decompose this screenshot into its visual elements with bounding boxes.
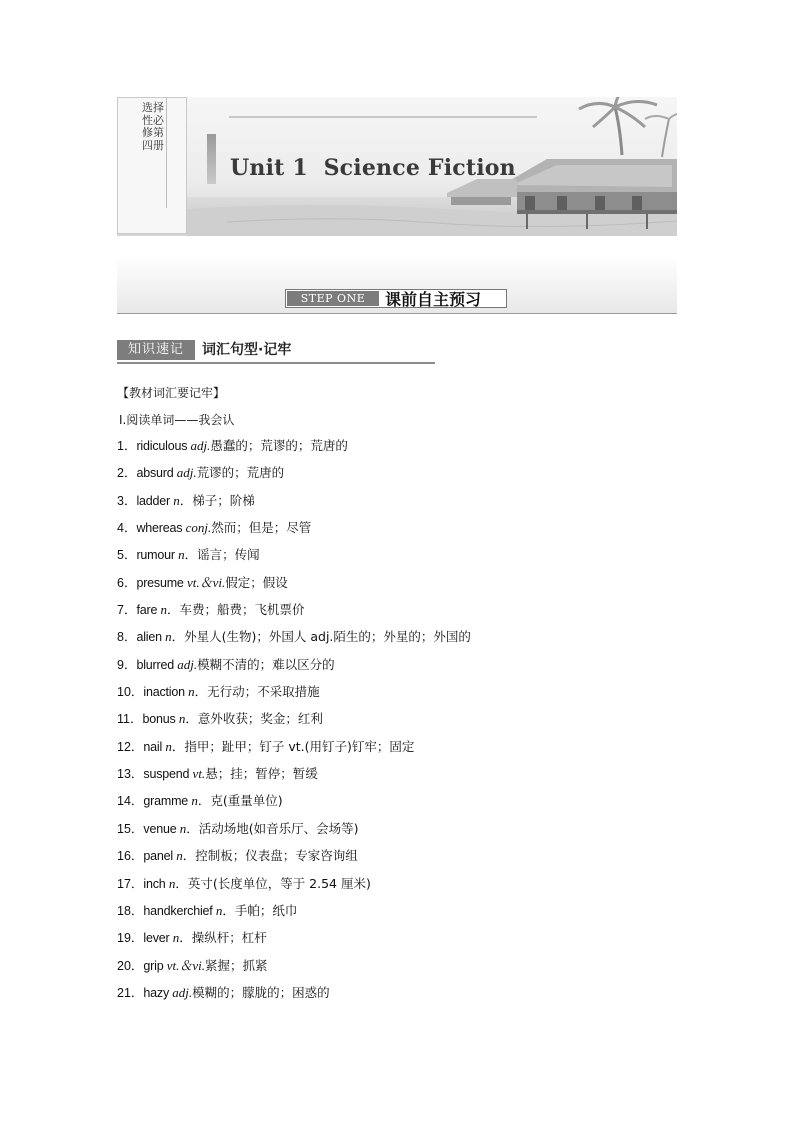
vocab-item <box>117 708 471 735</box>
vocab-list <box>117 435 471 1009</box>
vocab-item <box>117 900 471 927</box>
vocab-definition: ．谣言；传闻 <box>184 547 260 563</box>
part-of-speech: adj. <box>177 656 198 672</box>
part-of-speech: n <box>178 547 185 563</box>
part-of-speech: vt.＆vi. <box>166 957 205 973</box>
title-accent-bar <box>207 134 216 184</box>
unit-banner <box>117 97 677 236</box>
tab-divider <box>166 98 167 208</box>
reading-words-heading: Ⅰ.阅读单词——我会认 <box>119 413 235 427</box>
vocab-item <box>117 818 471 845</box>
part-of-speech: n <box>215 902 223 918</box>
part-of-speech: n <box>178 711 186 727</box>
vocab-item <box>117 435 471 462</box>
vocab-number: 16． <box>117 849 144 864</box>
vocab-number: 17． <box>117 876 144 891</box>
vocab-number: 8． <box>117 630 137 645</box>
vocab-word: panel <box>143 849 177 864</box>
vocab-definition: ．克(重量单位) <box>197 793 283 809</box>
part-of-speech: n <box>160 602 167 618</box>
vocab-word: suspend <box>143 767 193 782</box>
vocab-number: 10． <box>117 685 144 700</box>
vocab-definition: ．无行动；不采取措施 <box>194 684 320 700</box>
vocab-word: rumour <box>136 548 179 563</box>
step-title: 课前自主预习 <box>385 290 482 309</box>
vocab-item <box>117 517 471 544</box>
vocab-number: 1． <box>117 439 137 453</box>
vocab-number: 5． <box>117 548 137 563</box>
part-of-speech: n <box>168 875 176 891</box>
vocab-number: 6． <box>117 575 137 590</box>
part-of-speech: vt.＆vi. <box>186 574 226 590</box>
vocab-definition: ．控制板；仪表盘；专家咨询组 <box>182 848 358 864</box>
vocab-definition: ．意外收获；奖金；红利 <box>185 711 323 727</box>
vocab-item <box>117 544 471 571</box>
vocab-item <box>117 462 471 489</box>
vocab-item <box>117 982 471 1009</box>
part-of-speech: n <box>173 492 180 508</box>
vocab-definition: ．外星人(生物)；外国人 adj.陌生的；外星的；外国的 <box>171 629 471 645</box>
vocab-word: ladder <box>136 493 174 508</box>
vocab-number: 15． <box>117 821 144 836</box>
vocab-word: blurred <box>136 657 178 672</box>
vocab-number: 21． <box>117 985 144 1000</box>
vocab-word: presume <box>136 575 187 590</box>
vocab-word: absurd <box>136 466 177 481</box>
part-of-speech: n <box>191 793 198 809</box>
part-of-speech: n <box>176 848 183 864</box>
vocab-item <box>117 736 471 763</box>
vocab-number: 12． <box>117 739 144 754</box>
vocab-definition: ．指甲；趾甲；钉子 vt.(用钉子)钉牢；固定 <box>171 738 415 754</box>
vocab-number: 4． <box>117 521 137 536</box>
vocab-item <box>117 763 471 790</box>
part-of-speech: adj. <box>176 465 197 481</box>
vocab-definition: 紧握；抓紧 <box>205 957 268 973</box>
vocab-number: 3． <box>117 493 137 508</box>
vocab-definition: 荒谬的；荒唐的 <box>196 465 285 481</box>
vocab-item <box>117 572 471 599</box>
vocab-item <box>117 681 471 708</box>
vocab-word: grip <box>143 958 167 973</box>
vocab-number: 2． <box>117 466 137 481</box>
vocab-item <box>117 626 471 653</box>
vocab-definition: 然而；但是；尽管 <box>211 520 312 536</box>
vocab-definition: 模糊的；朦胧的；困惑的 <box>192 984 330 1000</box>
vocab-definition: ．操纵杆；杠杆 <box>179 930 267 946</box>
vocab-subheading: 【教材词汇要记牢】 <box>117 386 226 400</box>
vocab-number: 20． <box>117 958 144 973</box>
vocab-definition: ．手帕；纸巾 <box>222 902 298 918</box>
part-of-speech: conj. <box>185 520 212 536</box>
vocab-definition: ．活动场地(如音乐厅、会场等) <box>186 820 359 836</box>
vocab-number: 9． <box>117 657 137 672</box>
vocab-definition: ．英寸(长度单位，等于 2.54 厘米) <box>175 875 371 891</box>
vocab-item <box>117 599 471 626</box>
vocab-definition: ．车费；船费；飞机票价 <box>166 602 305 618</box>
vocab-number: 13． <box>117 767 144 782</box>
vocab-item <box>117 490 471 517</box>
vocab-definition: ．梯子；阶梯 <box>179 492 255 508</box>
vocab-number: 7． <box>117 603 137 618</box>
vocab-number: 14． <box>117 794 144 809</box>
vocab-word: fare <box>136 603 161 618</box>
vocab-word: inch <box>143 876 169 891</box>
vocab-item <box>117 790 471 817</box>
vocab-item <box>117 845 471 872</box>
part-of-speech: vt. <box>192 766 206 782</box>
vocab-word: bonus <box>142 712 179 727</box>
vocab-word: nail <box>143 739 166 754</box>
vocab-item <box>117 927 471 954</box>
vocab-definition: 假定；假设 <box>225 574 288 590</box>
vocab-word: inaction <box>143 685 189 700</box>
vocab-definition: 悬；挂；暂停；暂缓 <box>205 766 318 782</box>
unit-title: Unit 1 Science Fiction <box>230 155 516 181</box>
section-tag: 知识速记 <box>117 340 195 360</box>
vocab-word: alien <box>136 630 166 645</box>
part-of-speech: n <box>172 930 180 946</box>
vocab-word: ridiculous <box>136 439 191 453</box>
part-of-speech: n <box>188 684 195 700</box>
vocab-word: hazy <box>143 985 173 1000</box>
part-of-speech: adj. <box>172 984 193 1000</box>
section-underline <box>117 362 435 364</box>
vocab-item <box>117 955 471 982</box>
book-volume-label: 选择性必修第四册 <box>142 101 164 152</box>
vocab-word: handkerchief <box>143 903 216 918</box>
vocab-number: 18． <box>117 903 144 918</box>
vocab-item <box>117 873 471 900</box>
section-title: 词汇句型·记牢 <box>202 342 292 358</box>
vocab-word: gramme <box>143 794 192 809</box>
part-of-speech: n <box>165 738 172 754</box>
part-of-speech: n <box>179 820 187 836</box>
vocab-number: 11． <box>117 712 143 727</box>
book-volume-tab <box>117 97 187 234</box>
vocab-word: venue <box>143 821 180 836</box>
vocab-number: 19． <box>117 931 144 946</box>
vocab-definition: 愚蠢的；荒谬的；荒唐的 <box>210 438 348 453</box>
vocab-word: whereas <box>136 521 186 536</box>
vocab-definition: 模糊不清的；难以区分的 <box>197 656 335 672</box>
part-of-speech: n <box>165 629 172 645</box>
part-of-speech: adj. <box>190 438 211 453</box>
vocab-item <box>117 654 471 681</box>
vocab-word: lever <box>143 931 173 946</box>
step-one-label: STEP ONE <box>287 291 379 306</box>
